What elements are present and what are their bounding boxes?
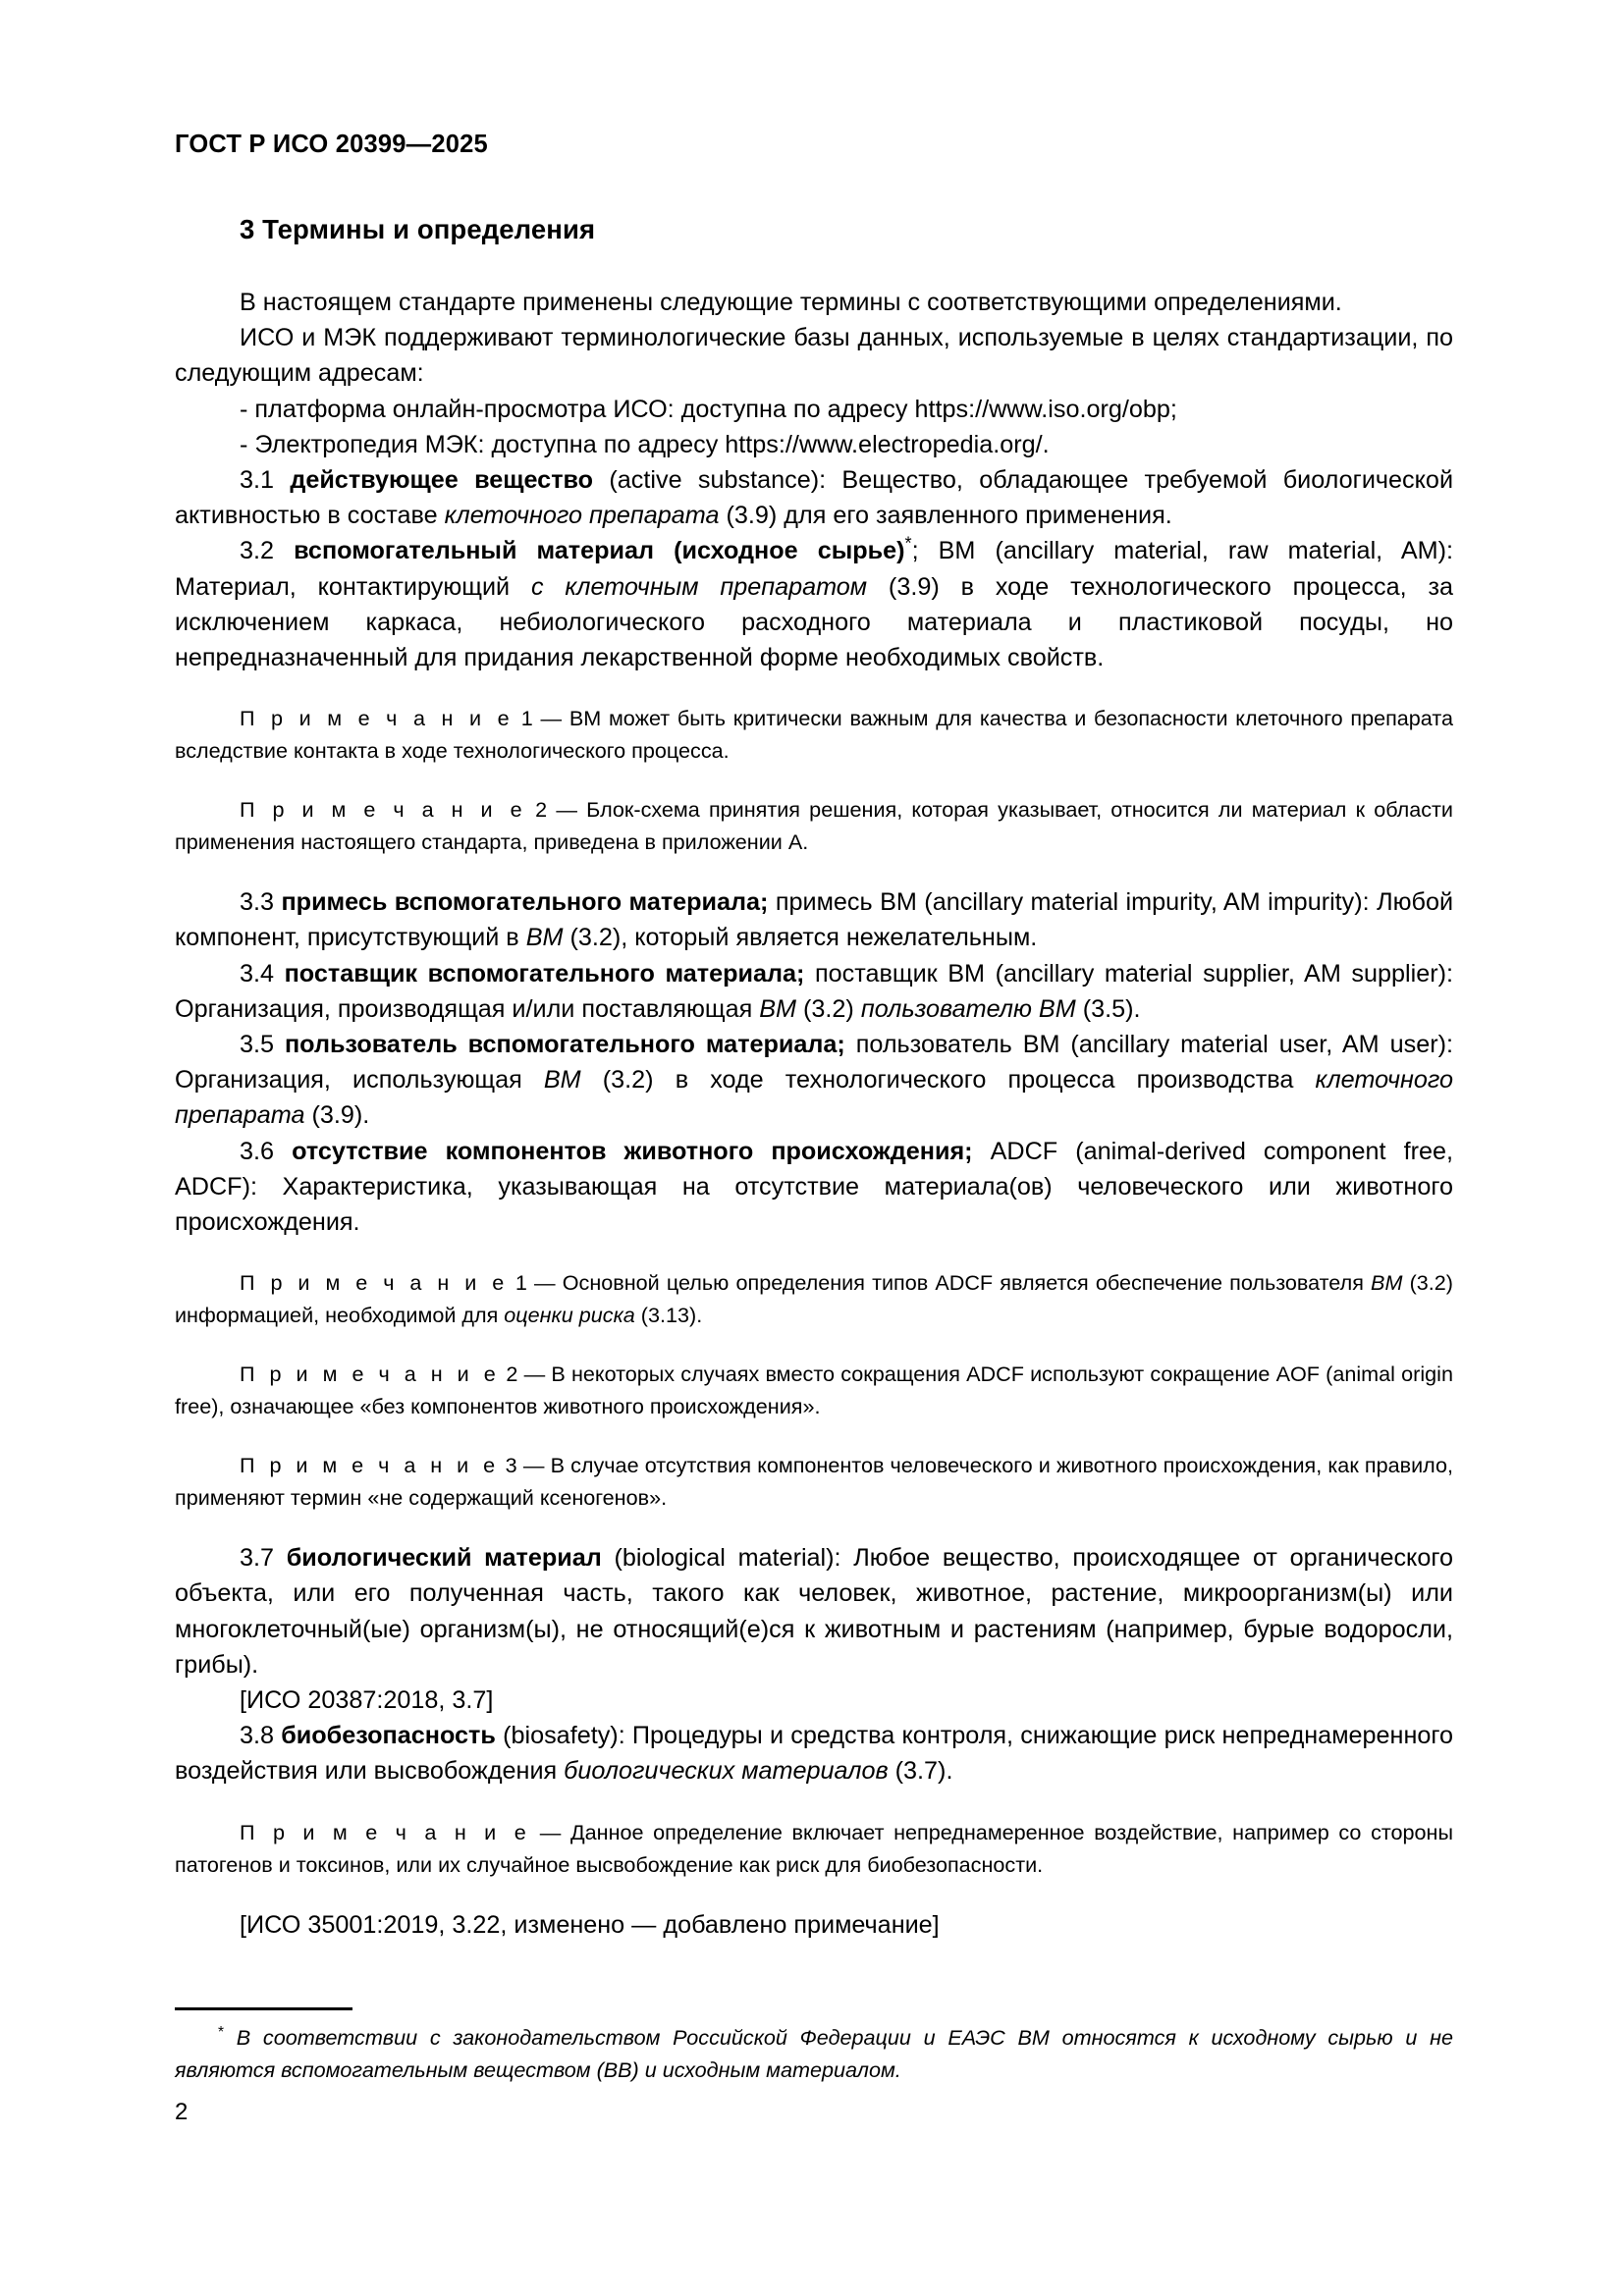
footnote-text: В соответствии с законодательством Российской Федерации и ЕАЭС ВМ относятся к исходному сырью и не являются вспомогательным веществом (ВВ) и исходным материалом.	[175, 2025, 1453, 2082]
term-name-en: поставщик ВМ (ancillary material supplier, AM supplier)	[804, 959, 1446, 988]
term-entry-3-2	[175, 533, 1453, 675]
section-heading: 3 Термины и определения	[240, 214, 596, 244]
term-definition-pre: : Процедуры и средства контроля, снижающие риск непреднамеренного воздействия или высвобождения	[175, 1722, 1454, 1786]
term-italic-reference: с клеточным препаратом	[530, 572, 868, 601]
term-name-en: пользователь ВМ (ancillary material user, AM user)	[844, 1031, 1446, 1059]
term-name-en: ; ВМ (ancillary material, raw material, AM)	[911, 537, 1446, 565]
footnote-block	[175, 2007, 1453, 2086]
note-number: 2	[500, 1362, 524, 1387]
term-definition-post: (3.9) в ходе технологического процесса, за исключением каркаса, небиологического расходного материала и пластиковой посуды, но непредназначенный для придания лекарственной форме необходимых свойств.	[175, 572, 1453, 672]
term-number: 3.8	[240, 1722, 275, 1750]
note-3-6-1	[175, 1266, 1453, 1331]
note-italic-reference: ВМ	[1371, 1270, 1403, 1296]
term-entry-3-4	[175, 956, 1453, 1027]
note-number: 1	[513, 706, 541, 731]
term-definition-pre: : Характеристика, указывающая на отсутствие материала(ов) человеческого или животного происхождения.	[175, 1172, 1453, 1237]
note-3-8	[175, 1816, 1453, 1881]
term-italic-reference: ВМ	[759, 994, 797, 1023]
term-number: 3.5	[240, 1031, 275, 1059]
term-name-ru: биобезопасность	[281, 1722, 496, 1750]
term-italic-reference-2: пользователю ВМ	[860, 994, 1076, 1023]
term-definition-pre: : Организация, производящая и/или поставляющая	[175, 959, 1453, 1023]
term-definition-mid: (3.2) в ходе технологического процесса производства	[580, 1066, 1316, 1095]
term-number: 3.1	[240, 466, 275, 495]
note-number	[530, 1820, 540, 1844]
note-text-pre: — Основной целью определения типов ADCF является обеспечение пользователя	[533, 1270, 1372, 1296]
term-definition-mid: (3.2)	[796, 994, 861, 1023]
term-definition-post: (3.9) для его заявленного применения.	[719, 502, 1172, 530]
term-name-en: ADCF (animal-derived component free, ADCF)	[175, 1137, 1453, 1201]
term-entry-3-7	[175, 1540, 1453, 1682]
term-definition-post: (3.7).	[888, 1757, 953, 1786]
footnote-entry	[175, 2021, 1453, 2086]
note-number: 1	[508, 1270, 534, 1296]
page-number: 2	[175, 2099, 189, 2125]
note-number: 2	[525, 797, 557, 823]
note-label: П р и м е ч а н и е	[240, 797, 526, 823]
term-italic-reference-2: клеточного препарата	[175, 1066, 1453, 1130]
note-label: П р и м е ч а н и е	[240, 706, 514, 731]
term-definition-post: (3.2), который является нежелательным.	[563, 924, 1038, 952]
note-label: П р и м е ч а н и е	[240, 1453, 500, 1478]
term-definition-pre: : Любой компонент, присутствующий в	[175, 888, 1454, 952]
term-number: 3.6	[240, 1137, 275, 1165]
note-number: 3	[499, 1453, 523, 1478]
note-3-2-2	[175, 793, 1453, 858]
term-name-en: (biosafety)	[495, 1722, 619, 1750]
note-text-post: (3.13).	[634, 1303, 703, 1328]
term-number: 3.2	[240, 537, 275, 565]
term-italic-reference: биологических материалов	[564, 1757, 889, 1786]
term-italic-reference: ВМ	[543, 1066, 581, 1095]
intro-paragraph-2: ИСО и МЭК поддерживают терминологические базы данных, используемые в целях стандартизации, по следующим адресам:	[175, 324, 1453, 388]
term-definition-post: (3.9).	[304, 1101, 370, 1130]
term-definition-pre: : Вещество, обладающее требуемой биологической активностью в составе	[175, 466, 1454, 530]
footnote-marker: *	[218, 2023, 225, 2041]
term-definition-pre: : Организация, использующая	[175, 1031, 1453, 1095]
reference-iso-20387: [ИСО 20387:2018, 3.7]	[240, 1686, 494, 1715]
note-label: П р и м е ч а н и е	[240, 1362, 501, 1387]
intro-bullet-2: - Электропедия МЭК: доступна по адресу https://www.electropedia.org/.	[240, 430, 1050, 458]
term-entry-3-6	[175, 1134, 1453, 1241]
term-name-en: (biological material)	[601, 1544, 835, 1573]
term-name-ru: биологический материал	[286, 1544, 602, 1573]
term-name-ru: примесь вспомогательного материала;	[281, 888, 769, 917]
term-definition-pre: : Материал, контактирующий	[175, 537, 1453, 601]
note-text: — ВМ может быть критически важным для качества и безопасности клеточного препарата вследствие контакта в ходе технологического процесса.	[175, 706, 1453, 764]
page-content	[175, 131, 1453, 1943]
note-3-6-3	[175, 1449, 1453, 1514]
term-entry-3-5	[175, 1027, 1453, 1134]
term-entry-3-8	[175, 1718, 1453, 1789]
term-name-ru: пользователь вспомогательного материала;	[284, 1031, 845, 1059]
note-italic-reference-2: оценки риска	[504, 1303, 635, 1328]
note-text: — В некоторых случаях вместо сокращения ADCF используют сокращение AOF (animal origin free), означающее «без компонентов животного происхождения».	[175, 1362, 1453, 1419]
note-3-6-2	[175, 1358, 1453, 1422]
term-name-en: (active substance)	[609, 466, 820, 495]
intro-bullet-1: - платформа онлайн-просмотра ИСО: доступна по адресу https://www.iso.org/obp;	[240, 395, 1177, 423]
note-label: П р и м е ч а н и е	[240, 1819, 531, 1844]
term-entry-3-1	[175, 462, 1453, 533]
note-text-mid: (3.2) информацией, необходимой для	[175, 1270, 1453, 1328]
term-name-ru: поставщик вспомогательного материала;	[284, 959, 805, 988]
term-name-ru: отсутствие компонентов животного происхождения;	[292, 1137, 973, 1165]
intro-paragraph-1: В настоящем стандарте применены следующие термины с соответствующими определениями.	[240, 289, 1342, 316]
term-italic-reference: клеточного препарата	[444, 502, 720, 530]
note-text: — Данное определение включает непреднамеренное воздействие, например со стороны патогенов и токсинов, или их случайное высвобождение как риск для биобезопасности.	[175, 1819, 1453, 1877]
note-text: — Блок-схема принятия решения, которая указывает, относится ли материал к области применения настоящего стандарта, приведена в приложении А.	[175, 797, 1453, 855]
note-3-2-1	[175, 702, 1453, 767]
term-number: 3.3	[240, 888, 275, 917]
term-name-en: примесь ВМ (ancillary material impurity, AM impurity)	[768, 888, 1363, 917]
running-header: ГОСТ Р ИСО 20399—2025	[175, 131, 488, 158]
footnote-separator-rule	[175, 2007, 352, 2010]
term-entry-3-3	[175, 884, 1453, 955]
footnote-marker[interactable]: *	[904, 534, 912, 555]
reference-iso-35001: [ИСО 35001:2019, 3.22, изменено — добавлено примечание]	[240, 1910, 940, 1939]
term-definition-post: (3.5).	[1075, 994, 1141, 1023]
note-text: — В случае отсутствия компонентов человеческого и животного происхождения, как правило, применяют термин «не содержащий ксеногенов».	[175, 1453, 1454, 1511]
term-italic-reference: ВМ	[525, 924, 564, 952]
term-number: 3.4	[240, 959, 275, 988]
note-label: П р и м е ч а н и е	[240, 1270, 509, 1296]
term-number: 3.7	[240, 1544, 275, 1573]
term-name-ru: вспомогательный материал (исходное сырье)	[294, 537, 905, 565]
term-name-ru: действующее вещество	[290, 466, 594, 495]
term-definition-pre: : Любое вещество, происходящее от органического объекта, или его полученная часть, такого как человек, животное, растение, микроорганизм(ы) или многоклеточный(ые) организм(ы), не относящий(е)ся к животным и растениям (например, бурые водоросли, грибы).	[175, 1544, 1453, 1679]
